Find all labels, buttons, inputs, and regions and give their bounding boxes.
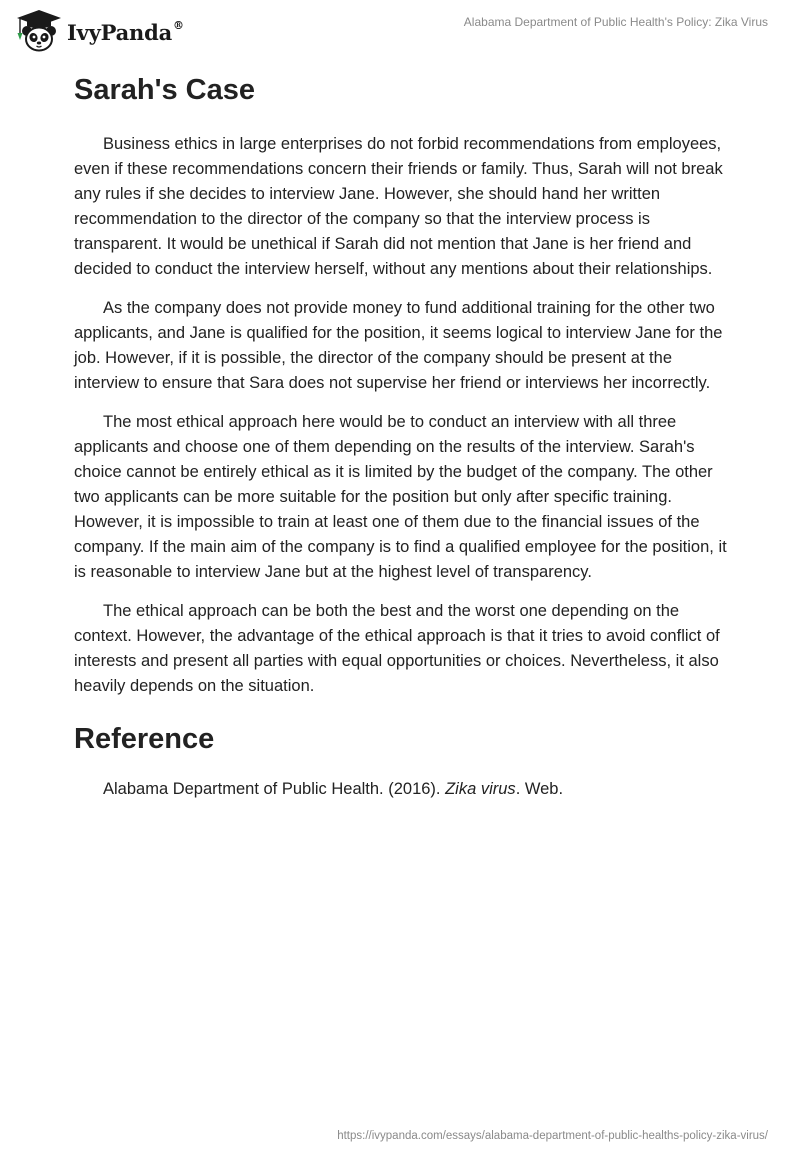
essay-content <box>74 70 734 802</box>
body-paragraph: Business ethics in large enterprises do not forbid recommendations from employees, even if these recommendations concern their friends or family. Thus, Sarah will not break any rules if she decides to interview Jane. However, she should hand her written recommendation to the director of the company so that the interview process is transparent. It would be unethical if Sarah did not mention that Jane is her friend and decided to conduct the interview herself, without any mentions about their relationships. <box>74 135 723 278</box>
registered-mark: ® <box>173 18 184 32</box>
reference-entry <box>74 777 734 802</box>
section-heading-reference: Reference <box>74 723 215 755</box>
body-paragraph: As the company does not provide money to fund additional training for the other two applicants, and Jane is qualified for the position, it seems logical to interview Jane for the job. However, if it is possible, the director of the company should be present at the interview to ensure that Sara does not supervise her friend or interviews her incorrectly. <box>74 299 723 392</box>
brand-logo[interactable] <box>14 9 184 53</box>
reference-author-year: Alabama Department of Public Health. (2016). <box>103 780 446 798</box>
brand-name <box>67 20 184 45</box>
body-paragraph: The ethical approach can be both the best and the worst one depending on the context. However, the advantage of the ethical approach is that it tries to avoid conflict of interests and present all parties with equal opportunities or choices. Nevertheless, it also heavily depends on the situation. <box>74 602 720 695</box>
body-paragraph: The most ethical approach here would be to conduct an interview with all three applicants and choose one of them depending on the results of the interview. Sarah's choice cannot be entirely ethical as it is limited by the budget of the company. The other two applicants can be more suitable for the position but only after specific training. However, it is impossible to train at least one of them due to the financial issues of the company. If the main aim of the company is to find a qualified employee for the position, it is reasonable to interview Jane but at the highest level of transparency. <box>74 413 727 581</box>
document-title: Alabama Department of Public Health's Policy: Zika Virus <box>463 15 768 29</box>
panda-graduate-icon <box>14 9 64 53</box>
source-url-link[interactable]: https://ivypanda.com/essays/alabama-department-of-public-healths-policy-zika-virus/ <box>337 1130 768 1142</box>
reference-title: Zika virus <box>445 780 516 798</box>
brand-text: IvyPanda <box>67 19 173 45</box>
section-heading-sarahs-case: Sarah's Case <box>74 74 256 106</box>
reference-suffix: . Web. <box>515 780 564 798</box>
